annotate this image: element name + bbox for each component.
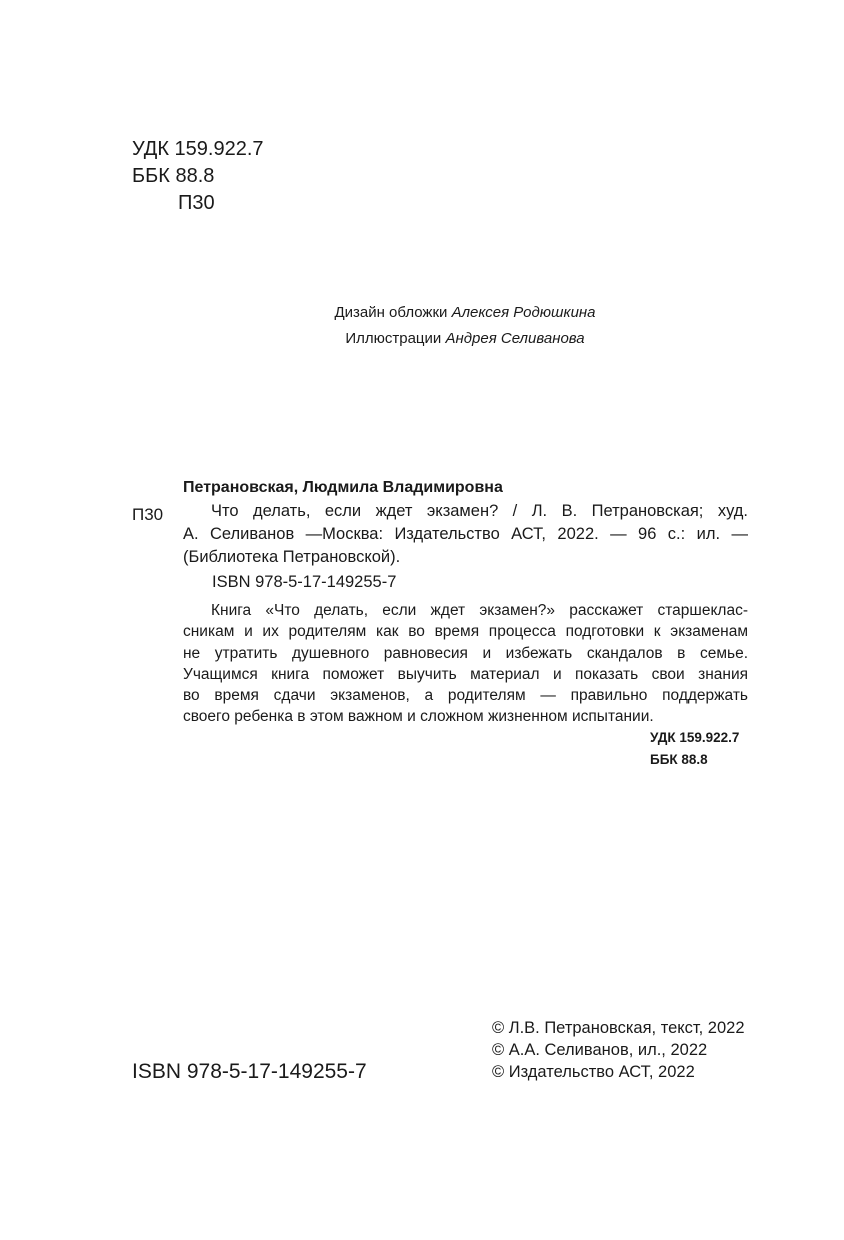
cover-design-label: Дизайн обложки (334, 304, 448, 321)
bibliographic-line: Что делать, если ждет экзамен? / Л. В. Петрановская; худ. (211, 502, 748, 520)
bibliographic-description (183, 500, 748, 569)
catalog-classification-codes (650, 727, 739, 771)
author-mark: П30 (178, 192, 215, 214)
design-credits (300, 300, 630, 352)
annotation-line: Книга «Что делать, если ждет экзамен?» расскажет старшеклас- (211, 602, 748, 619)
annotation-line: своего ребенка в этом важном и сложном жизненном испытании. (183, 708, 654, 726)
copyright-line: © А.А. Селиванов, ил., 2022 (492, 1041, 708, 1059)
catalog-isbn: ISBN 978-5-17-149255-7 (212, 573, 397, 591)
annotation-line: сникам и их родителям как во время процесса подготовки к экзаменам (183, 623, 748, 641)
catalog-author-mark: П30 (132, 505, 164, 524)
footer-isbn: ISBN 978-5-17-149255-7 (132, 1060, 367, 1083)
bibliographic-line: А. Селиванов —Москва: Издательство АСТ, 2022. — 96 с.: ил. — (183, 525, 748, 543)
illustrator-name: Андрея Селиванова (445, 330, 585, 347)
copyright-line: © Издательство АСТ, 2022 (492, 1063, 695, 1081)
catalog-author-heading: Петрановская, Людмила Владимировна (183, 479, 503, 496)
cover-designer-name: Алексея Родюшкина (451, 304, 596, 321)
book-annotation (183, 600, 748, 728)
copyright-line: © Л.В. Петрановская, текст, 2022 (492, 1019, 745, 1037)
bbk-code: ББК 88.8 (132, 165, 215, 187)
illustrations-label: Иллюстрации (345, 330, 442, 347)
annotation-line: не утратить душевного равновесия и избежать скандалов в семье. (183, 644, 748, 662)
udk-code: УДК 159.922.7 (132, 138, 264, 160)
catalog-udk-code: УДК 159.922.7 (650, 730, 740, 745)
annotation-line: Учащимся книга поможет выучить материал и показать свои знания (183, 665, 748, 683)
catalog-bbk-code: ББК 88.8 (650, 752, 708, 767)
annotation-line: во время сдачи экзаменов, а родителям — правильно поддержать (183, 687, 748, 705)
copyright-notices (492, 1017, 745, 1083)
header-classification-codes (132, 136, 264, 217)
illustrations-credit (300, 326, 630, 352)
bibliographic-line: (Библиотека Петрановской). (183, 548, 401, 566)
cover-design-credit (300, 300, 630, 326)
